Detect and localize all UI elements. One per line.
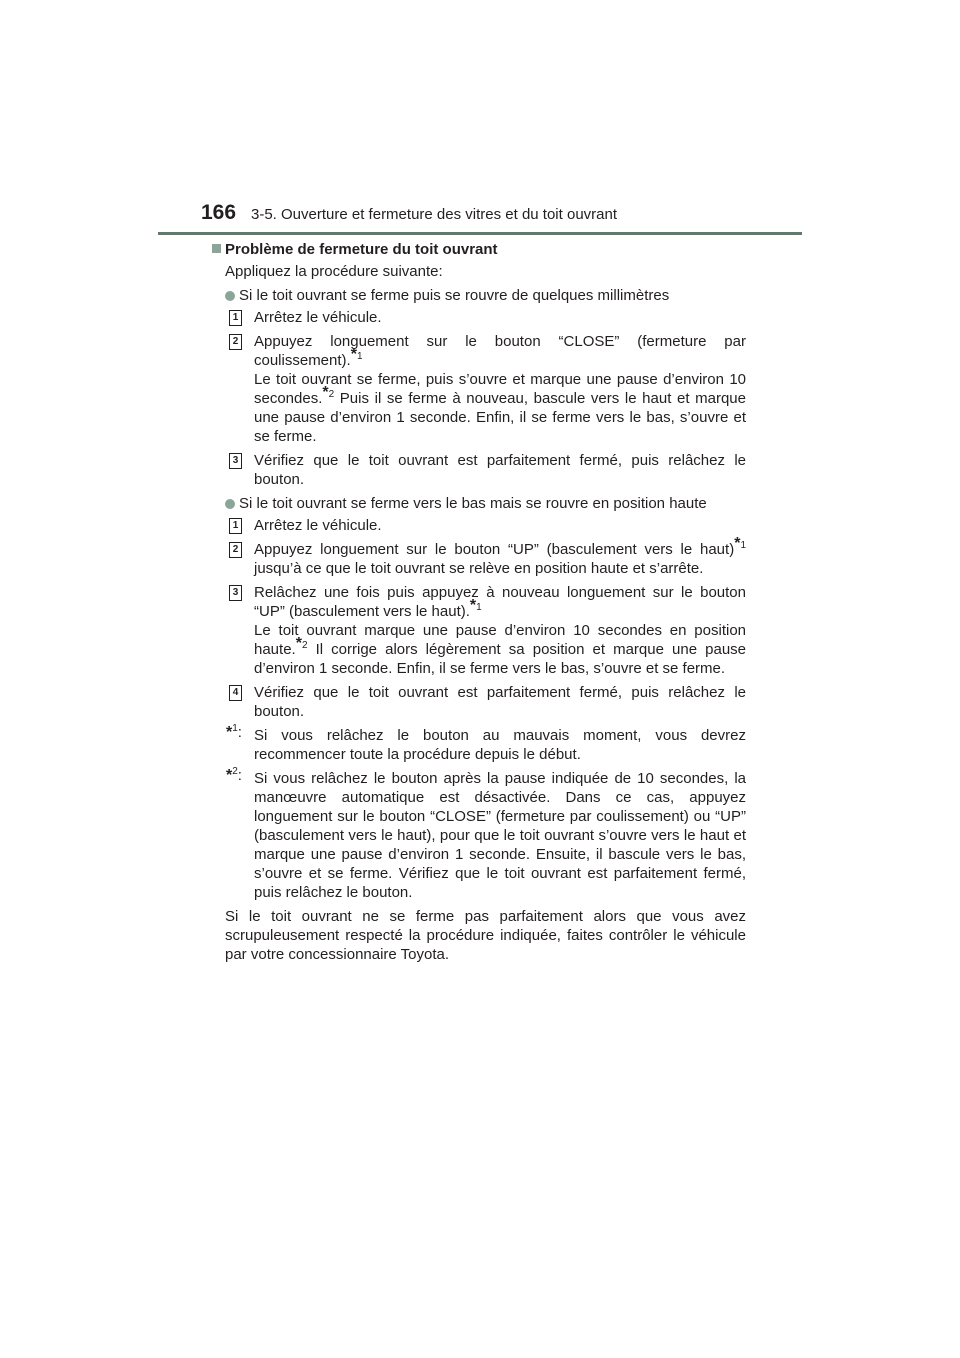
footnote-2: *$^2$: Si vous relâchez le bouton après la pause indiquée de 10 secondes, la manœuvre automatique est désactivée. Dans ce cas, appuyez longuement sur le bouton “CLOSE” (fermeture par coulissement) ou “UP” (basculement vers le haut), pour que le toit ouvrant s’ouvre vers le haut et marque une pause d’environ 1 seconde. Ensuite, il bascule vers le bas, s’ouvre et se ferme. Vérifiez que le toit ouvrant est parfaitement fermé, puis relâchez le bouton. (226, 766, 746, 901)
footnote-1: *$^1$: Si vous relâchez le bouton au mauvais moment, vous devrez recommencer toute la procédure depuis le début. (226, 723, 746, 763)
circle-bullet-icon (225, 291, 235, 301)
step-number-icon: 1 (229, 310, 242, 326)
case-1-step-2: 2 Appuyez longuement sur le bouton “CLOSE” (fermeture par coulissement).$^{*1}$ Le toit ouvrant se ferme, puis s’ouvre et marque une pause d’environ 10 secondes.$^{*2}$ Puis il se ferme à nouveau, bascule vers le haut et marque une pause d’environ 1 seconde. Enfin, il se ferme vers le bas, s’ouvre et se ferme. (212, 332, 746, 446)
section-heading (212, 240, 746, 261)
case-2-step-1: 1 Arrêtez le véhicule. (212, 516, 746, 535)
square-bullet-icon (212, 244, 221, 253)
case-2-title: Si le toit ouvrant se ferme vers le bas mais se rouvre en position haute (212, 494, 746, 513)
case-2-step-2: 2 Appuyez longuement sur le bouton “UP” (basculement vers le haut)$^{*1}$ jusqu’à ce que le toit ouvrant se relève en position haute et s’arrête. (212, 540, 746, 578)
step-number-icon: 3 (229, 453, 242, 469)
case-2-step-3: 3 Relâchez une fois puis appuyez à nouveau longuement sur le bouton “UP” (basculement vers le haut).$^{*1}$ Le toit ouvrant marque une pause d’environ 10 secondes en position haute.$^{*2}$ Il corrige alors légèrement sa position et marque une pause d’environ 1 seconde. Enfin, il se ferme vers le bas, s’ouvre et se ferme. (212, 583, 746, 678)
case-2-step-4: 4 Vérifiez que le toit ouvrant est parfaitement fermé, puis relâchez le bouton. (212, 683, 746, 721)
page-content (212, 240, 746, 964)
footnote-marker: *$^1$: (226, 723, 242, 741)
step-number-icon: 2 (229, 334, 242, 350)
closing-paragraph: Si le toit ouvrant ne se ferme pas parfaitement alors que vous avez scrupuleusement respecté la procédure indiquée, faites contrôler le véhicule par votre concessionnaire Toyota. (225, 908, 746, 963)
step-number-icon: 2 (229, 542, 242, 558)
step-number-icon: 3 (229, 585, 242, 601)
intro-text: Appliquez la procédure suivante: (225, 263, 443, 280)
heading-text: Problème de fermeture du toit ouvrant (225, 241, 498, 258)
case-1-step-1: 1 Arrêtez le véhicule. (212, 308, 746, 327)
header-divider (158, 232, 802, 235)
page-number: 166 (201, 201, 237, 224)
circle-bullet-icon (225, 499, 235, 509)
section-title: 3-5. Ouverture et fermeture des vitres et du toit ouvrant (251, 206, 618, 223)
step-number-icon: 4 (229, 685, 242, 701)
step-number-icon: 1 (229, 518, 242, 534)
page-header (0, 0, 960, 240)
case-1-step-3: 3 Vérifiez que le toit ouvrant est parfaitement fermé, puis relâchez le bouton. (212, 451, 746, 489)
case-1-title: Si le toit ouvrant se ferme puis se rouvre de quelques millimètres (212, 286, 746, 305)
footnote-marker: *$^2$: (226, 766, 242, 784)
